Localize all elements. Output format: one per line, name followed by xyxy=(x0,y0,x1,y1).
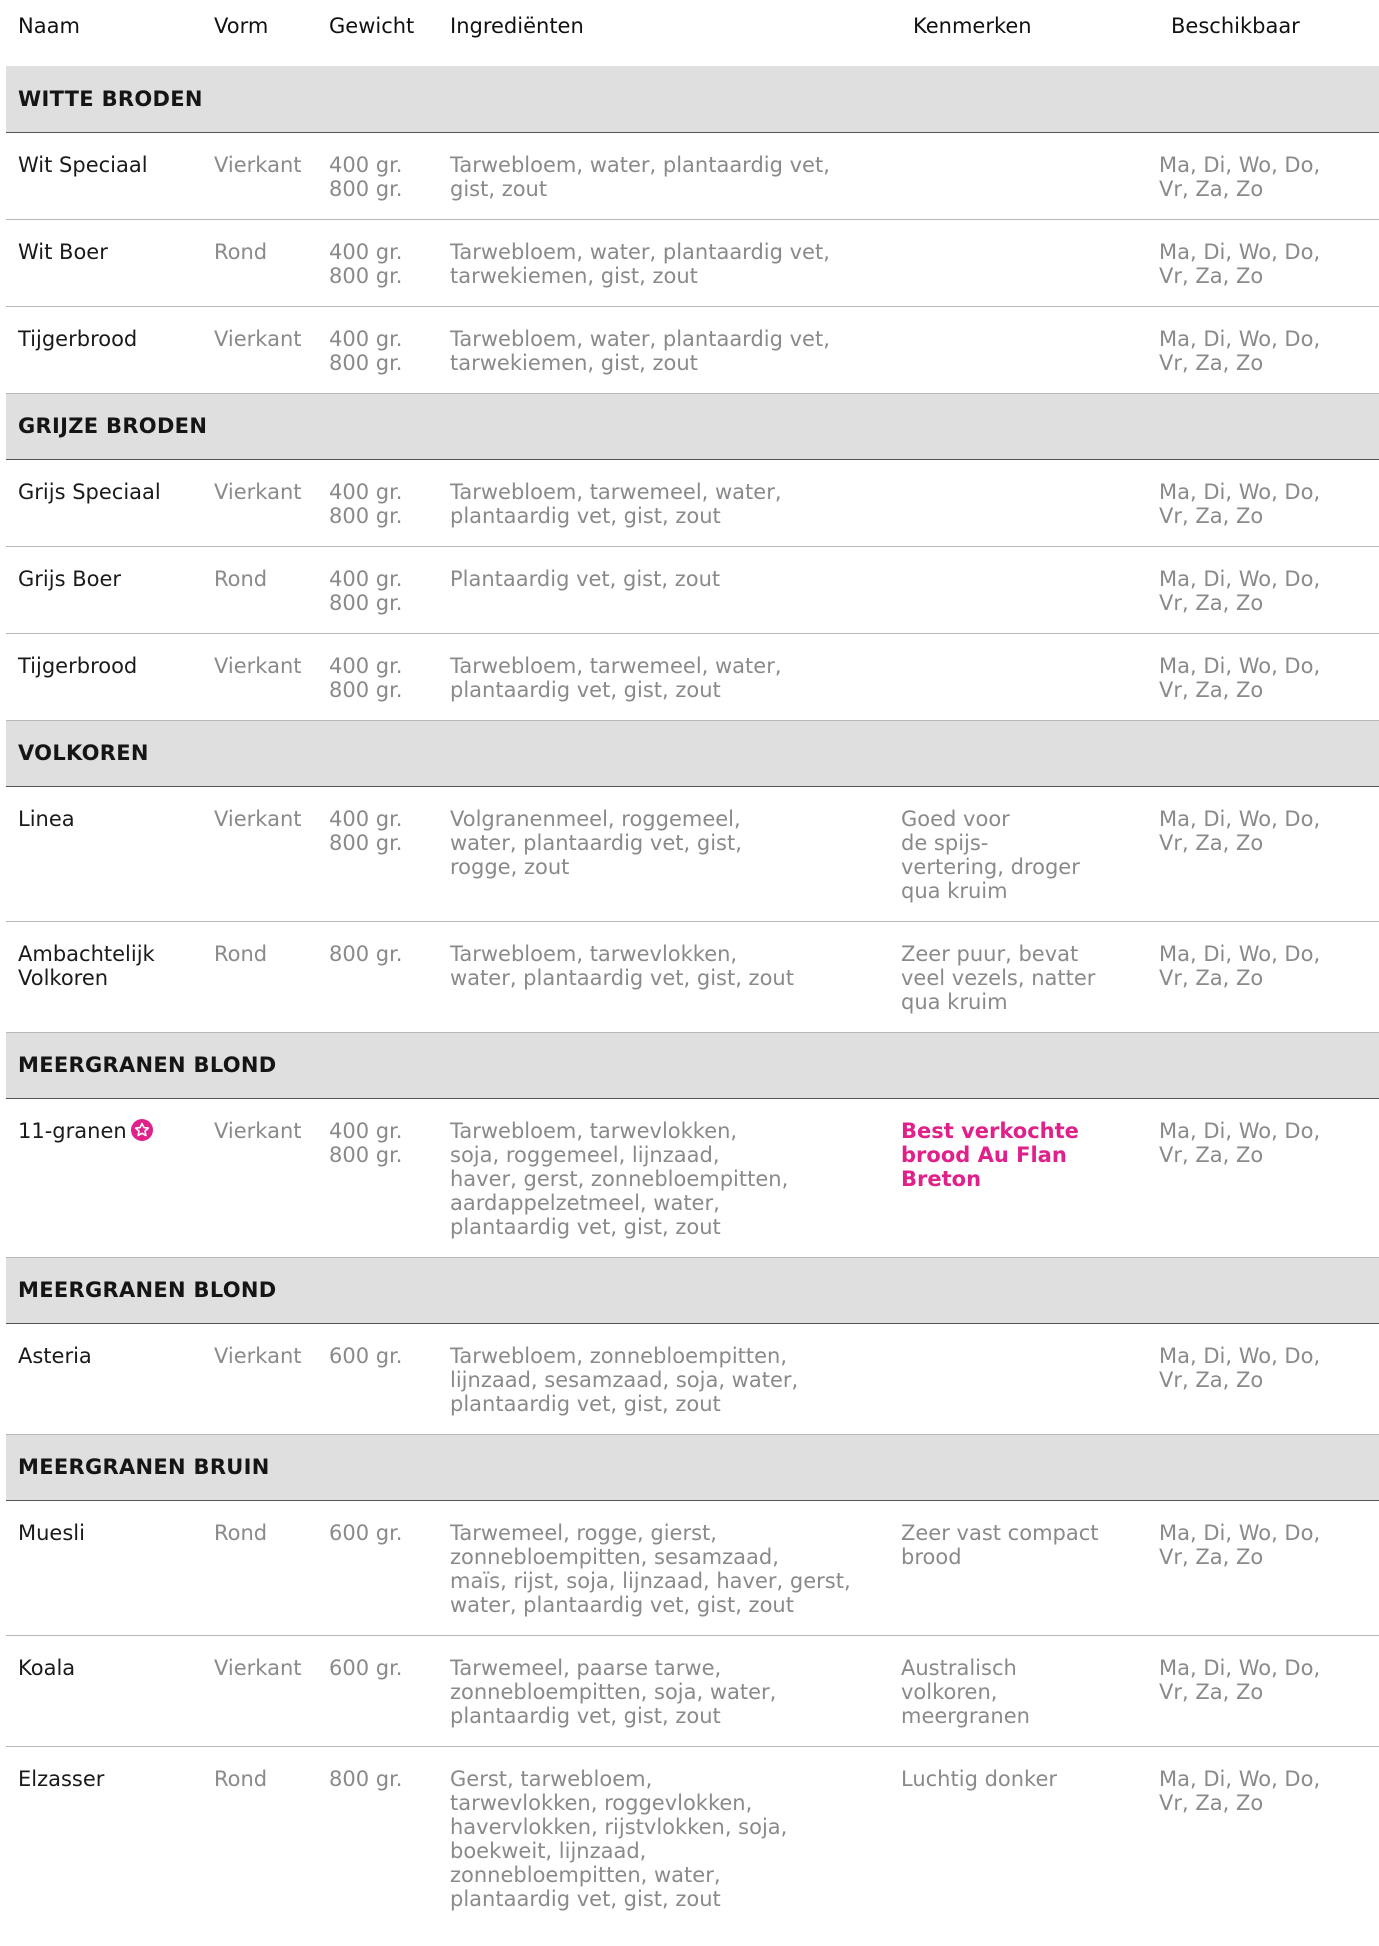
table-row xyxy=(6,132,1379,219)
section-title: MEERGRANEN BRUIN xyxy=(6,1434,1379,1500)
product-characteristics xyxy=(901,306,1159,393)
product-characteristics: Australisch volkoren, meergranen xyxy=(901,1635,1159,1746)
product-weight: 400 gr. 800 gr. xyxy=(329,546,450,633)
table-header xyxy=(6,0,1379,66)
section-title: MEERGRANEN BLOND xyxy=(6,1032,1379,1098)
product-characteristics xyxy=(901,633,1159,720)
product-weight: 400 gr. 800 gr. xyxy=(329,306,450,393)
product-ingredients: Tarwebloem, tarwevlokken, water, plantaardig vet, gist, zout xyxy=(450,921,901,1032)
section-title: VOLKOREN xyxy=(6,720,1379,786)
product-name: Ambachtelijk Volkoren xyxy=(6,921,202,1032)
section-header-row xyxy=(6,393,1379,459)
column-header-naam: Naam xyxy=(18,14,80,38)
product-name: Wit Speciaal xyxy=(6,132,202,219)
product-availability: Ma, Di, Wo, Do, Vr, Za, Zo xyxy=(1159,1500,1379,1635)
product-weight: 600 gr. xyxy=(329,1635,450,1746)
product-ingredients: Tarwemeel, rogge, gierst, zonnebloempitten, sesamzaad, maïs, rijst, soja, lijnzaad, haver, gerst, water, plantaardig vet, gist, zout xyxy=(450,1500,901,1635)
section-header-row xyxy=(6,66,1379,132)
product-weight: 400 gr. 800 gr. xyxy=(329,219,450,306)
product-weight: 800 gr. xyxy=(329,1766,403,1791)
product-shape: Vierkant xyxy=(202,1635,329,1746)
product-ingredients: Tarwebloem, zonnebloempitten, lijnzaad, sesamzaad, soja, water, plantaardig vet, gist, zout xyxy=(450,1323,901,1434)
product-characteristics: Luchtig donker xyxy=(901,1766,1058,1791)
product-name: Elzasser xyxy=(18,1766,105,1791)
product-shape: Rond xyxy=(202,219,329,306)
product-name: Wit Boer xyxy=(6,219,202,306)
product-ingredients: Tarwebloem, water, plantaardig vet, tarwekiemen, gist, zout xyxy=(450,219,901,306)
product-shape: Rond xyxy=(214,1766,268,1791)
product-characteristics: Goed voor de spijs- vertering, droger qua kruim xyxy=(901,786,1159,921)
section-header-row xyxy=(6,1257,1379,1323)
product-shape: Vierkant xyxy=(202,1323,329,1434)
table-row xyxy=(6,1323,1379,1434)
product-weight: 600 gr. xyxy=(329,1323,450,1434)
product-characteristics xyxy=(901,459,1159,546)
column-header-beschikbaar: Beschikbaar xyxy=(1171,14,1300,38)
product-name xyxy=(6,1098,202,1257)
table-row xyxy=(6,633,1379,720)
column-header-gewicht: Gewicht xyxy=(329,14,415,38)
table-row xyxy=(6,1098,1379,1257)
product-availability: Ma, Di, Wo, Do, Vr, Za, Zo xyxy=(1159,306,1379,393)
product-characteristics xyxy=(901,219,1159,306)
table-row xyxy=(6,1500,1379,1635)
product-characteristics xyxy=(901,1323,1159,1434)
product-weight: 400 gr. 800 gr. xyxy=(329,459,450,546)
section-title: WITTE BRODEN xyxy=(6,66,1379,132)
product-weight: 600 gr. xyxy=(329,1500,450,1635)
product-ingredients: Tarwebloem, tarwemeel, water, plantaardig vet, gist, zout xyxy=(450,633,901,720)
product-weight: 400 gr. 800 gr. xyxy=(329,132,450,219)
product-ingredients: Plantaardig vet, gist, zout xyxy=(450,546,901,633)
product-characteristics: Zeer puur, bevat veel vezels, natter qua kruim xyxy=(901,921,1159,1032)
star-icon xyxy=(131,1119,153,1141)
table-row xyxy=(6,921,1379,1032)
product-shape: Vierkant xyxy=(202,786,329,921)
product-ingredients: Gerst, tarwebloem, tarwevlokken, roggevlokken, havervlokken, rijstvlokken, soja, boekweit, lijnzaad, zonnebloempitten, water, plantaardig vet, gist, zout xyxy=(450,1766,788,1911)
product-characteristics: Best verkochte brood Au Flan Breton xyxy=(901,1098,1159,1257)
table-row xyxy=(6,306,1379,393)
table-row xyxy=(6,459,1379,546)
table-row xyxy=(6,1746,1379,1929)
product-ingredients: Tarwebloem, water, plantaardig vet, tarwekiemen, gist, zout xyxy=(450,306,901,393)
product-availability: Ma, Di, Wo, Do, Vr, Za, Zo xyxy=(1159,1098,1379,1257)
column-header-vorm: Vorm xyxy=(214,14,269,38)
product-availability: Ma, Di, Wo, Do, Vr, Za, Zo xyxy=(1159,633,1379,720)
product-availability: Ma, Di, Wo, Do, Vr, Za, Zo xyxy=(1159,459,1379,546)
section-header-row xyxy=(6,1434,1379,1500)
product-weight: 400 gr. 800 gr. xyxy=(329,633,450,720)
table-row xyxy=(6,219,1379,306)
product-name: Tijgerbrood xyxy=(6,306,202,393)
product-name: Linea xyxy=(6,786,202,921)
product-ingredients: Tarwebloem, water, plantaardig vet, gist, zout xyxy=(450,132,901,219)
section-title: MEERGRANEN BLOND xyxy=(6,1257,1379,1323)
product-shape: Rond xyxy=(202,1500,329,1635)
bread-table xyxy=(6,0,1379,1929)
product-shape: Vierkant xyxy=(202,633,329,720)
table-row xyxy=(6,1635,1379,1746)
table-row xyxy=(6,546,1379,633)
table-body xyxy=(6,66,1379,1929)
column-header-ingredienten: Ingrediënten xyxy=(450,14,584,38)
section-title: GRIJZE BRODEN xyxy=(6,393,1379,459)
product-shape: Rond xyxy=(202,546,329,633)
product-weight: 400 gr. 800 gr. xyxy=(329,786,450,921)
product-name: Tijgerbrood xyxy=(6,633,202,720)
product-availability: Ma, Di, Wo, Do, Vr, Za, Zo xyxy=(1159,1766,1321,1815)
column-header-kenmerken: Kenmerken xyxy=(913,14,1032,38)
product-shape: Vierkant xyxy=(202,132,329,219)
product-weight: 400 gr. 800 gr. xyxy=(329,1098,450,1257)
product-availability: Ma, Di, Wo, Do, Vr, Za, Zo xyxy=(1159,921,1379,1032)
product-name: Grijs Boer xyxy=(6,546,202,633)
product-name: Muesli xyxy=(6,1500,202,1635)
product-availability: Ma, Di, Wo, Do, Vr, Za, Zo xyxy=(1159,1635,1379,1746)
product-availability: Ma, Di, Wo, Do, Vr, Za, Zo xyxy=(1159,219,1379,306)
product-ingredients: Volgranenmeel, roggemeel, water, plantaardig vet, gist, rogge, zout xyxy=(450,786,901,921)
product-name-text: 11-granen xyxy=(18,1118,127,1143)
section-header-row xyxy=(6,720,1379,786)
product-shape: Rond xyxy=(202,921,329,1032)
product-name: Asteria xyxy=(6,1323,202,1434)
product-availability: Ma, Di, Wo, Do, Vr, Za, Zo xyxy=(1159,786,1379,921)
product-name: Grijs Speciaal xyxy=(6,459,202,546)
product-ingredients: Tarwemeel, paarse tarwe, zonnebloempitten, soja, water, plantaardig vet, gist, zout xyxy=(450,1635,901,1746)
product-ingredients: Tarwebloem, tarwemeel, water, plantaardig vet, gist, zout xyxy=(450,459,901,546)
product-weight: 800 gr. xyxy=(329,921,450,1032)
product-characteristics xyxy=(901,546,1159,633)
section-header-row xyxy=(6,1032,1379,1098)
product-name: Koala xyxy=(6,1635,202,1746)
product-shape: Vierkant xyxy=(202,459,329,546)
product-shape: Vierkant xyxy=(202,306,329,393)
product-characteristics xyxy=(901,132,1159,219)
product-availability: Ma, Di, Wo, Do, Vr, Za, Zo xyxy=(1159,1323,1379,1434)
product-shape: Vierkant xyxy=(202,1098,329,1257)
table-row xyxy=(6,786,1379,921)
product-availability: Ma, Di, Wo, Do, Vr, Za, Zo xyxy=(1159,546,1379,633)
product-ingredients: Tarwebloem, tarwevlokken, soja, roggemeel, lijnzaad, haver, gerst, zonnebloempitten, aardappelzetmeel, water, plantaardig vet, gist, zout xyxy=(450,1098,901,1257)
product-characteristics: Zeer vast compact brood xyxy=(901,1500,1159,1635)
product-availability: Ma, Di, Wo, Do, Vr, Za, Zo xyxy=(1159,132,1379,219)
